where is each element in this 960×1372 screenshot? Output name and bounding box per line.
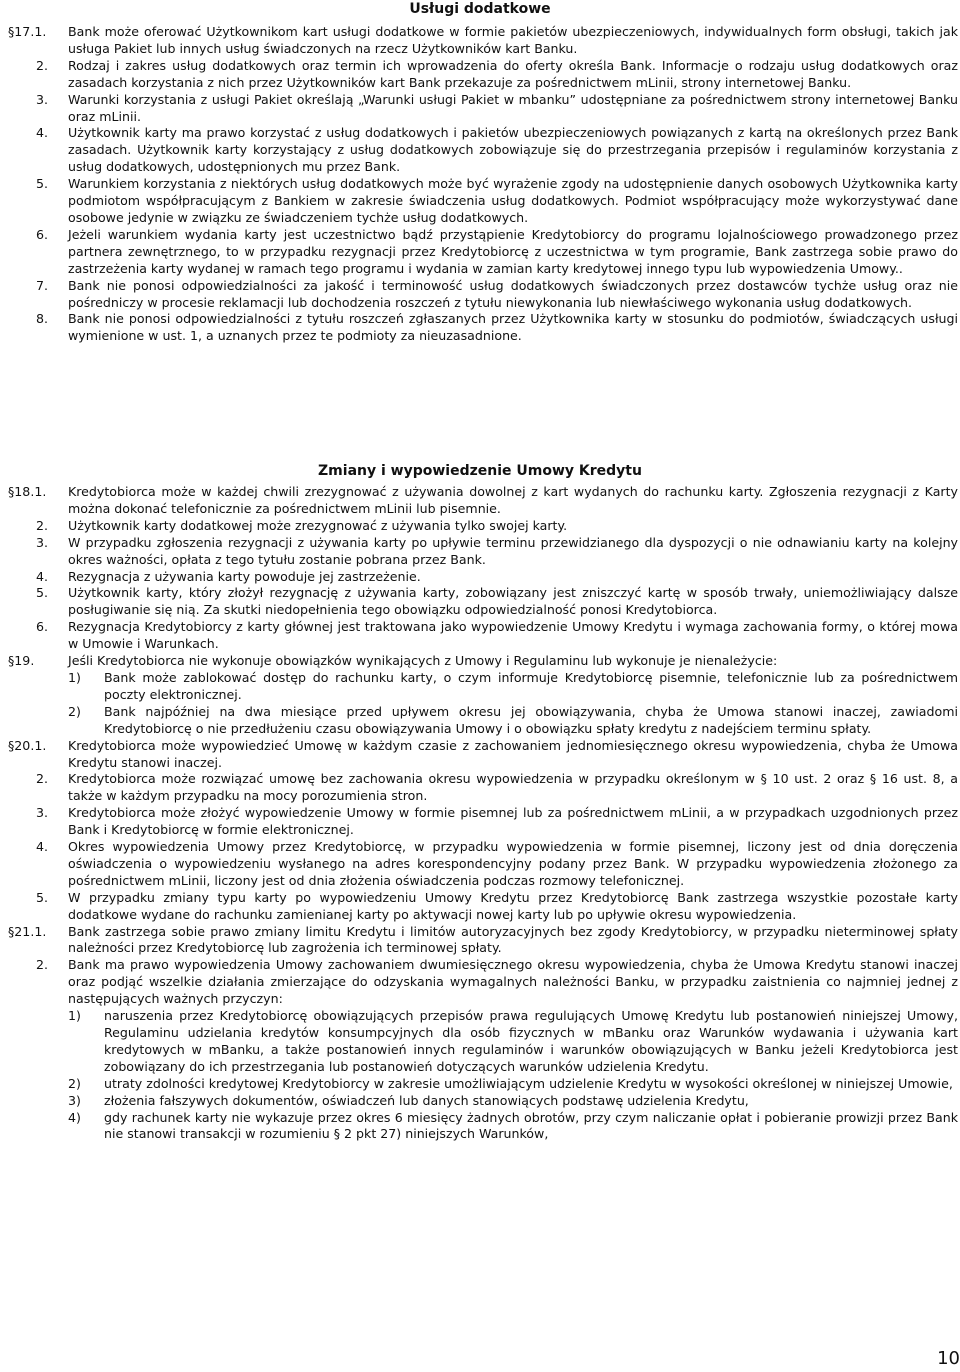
item-number: 5. xyxy=(36,585,49,601)
sub-item-number: 2) xyxy=(68,1075,81,1091)
sub-item xyxy=(0,704,960,738)
sub-item xyxy=(0,670,960,704)
item-text: Okres wypowiedzenia Umowy przez Kredytobiorcę, w przypadku wypowiedzenia w formie pisemnej, liczony jest od dnia doręczenia oświadczenia o wypowiedzeniu wysłanego na adres korespondencyjny podany przez Bank. W przypadku wypowiedzenia złożonego za pośrednictwem mLinii, liczony jest od dnia złożenia oświadczenia podczas rozmowy telefonicznej. xyxy=(68,839,958,888)
list-item xyxy=(0,569,960,586)
list-item xyxy=(0,227,960,278)
list-item xyxy=(0,535,960,569)
item-text: Bank ma prawo wypowiedzenia Umowy zachowaniem dwumiesięcznego okresu wypowiedzenia, chyba że Umowa Kredytu stanowi inaczej oraz podjąć wszelkie działania zmierzające do odzyskania wymagalnych należności Banku, w przypadku zaistnienia co najmniej jednej z następujących ważnych przyczyn: xyxy=(68,957,958,1007)
item-number: 2. xyxy=(36,957,49,973)
item-number: 5. xyxy=(36,176,49,192)
list-item xyxy=(0,278,960,312)
sub-item xyxy=(0,1110,960,1144)
item-number: 4. xyxy=(36,839,49,855)
item-text: W przypadku zmiany typu karty po wypowiedzeniu Umowy Kredytu przez Kredytobiorcę Bank zastrzega wszystkie pozostałe karty dodatkowe wydane do rachunku zamienianej karty po aktywacji nowej karty lub po upływie okresu wypowiedzenia. xyxy=(68,889,958,922)
item-number: 3. xyxy=(36,534,49,550)
list-item xyxy=(0,585,960,619)
item-number: 8. xyxy=(36,311,49,327)
item-number: 4. xyxy=(36,125,49,141)
item-text: Rezygnacja z używania karty powoduje jej zastrzeżenie. xyxy=(68,568,421,584)
sub-item xyxy=(0,1076,960,1093)
item-text: Bank zastrzega sobie prawo zmiany limitu Kredytu i limitów autoryzacyjnych bez zgody Kredytobiorcy, w przypadku nieterminowej spłaty należności przez Kredytobiorcę lub zagrożenia ich terminowej spłaty. xyxy=(68,923,958,956)
list-item xyxy=(0,176,960,227)
item-number: 7. xyxy=(36,277,49,293)
list-item xyxy=(0,24,960,58)
list-item xyxy=(0,619,960,653)
item-number: 4. xyxy=(36,568,49,584)
list-item xyxy=(0,924,960,958)
section-zmiany-wypowiedzenie xyxy=(0,462,960,1143)
item-number: 6. xyxy=(36,226,49,242)
item-text: Jeśli Kredytobiorca nie wykonuje obowiązków wynikających z Umowy i Regulaminu lub wykonuje je nienależycie: xyxy=(68,653,778,669)
item-text: Użytkownik karty ma prawo korzystać z usług dodatkowych i pakietów ubezpieczeniowych powiązanych z kartą na określonych przez Bank zasadach. Użytkownik karty korzystający z usług dodatkowych zobowiązuje się do przestrzegania przepisów i regulaminów korzystania z usług dodatkowych, udostępnionych mu przez Bank. xyxy=(68,125,958,175)
item-text: Warunki korzystania z usługi Pakiet określają „Warunki usługi Pakiet w mbanku” udostępniane za pośrednictwem strony internetowej Banku oraz mLinii. xyxy=(68,91,958,124)
list-item xyxy=(0,839,960,890)
section-items xyxy=(0,484,960,1143)
list-item xyxy=(0,58,960,92)
section-uslugi-dodatkowe xyxy=(0,0,960,345)
item-number: 2. xyxy=(36,771,49,787)
list-item xyxy=(0,805,960,839)
sub-item xyxy=(0,1093,960,1110)
sub-item-text: Bank najpóźniej na dwa miesiące przed upływem okresu jej obowiązywania, chyba że Umowa stanowi inaczej, zawiadomi Kredytobiorcę o nie przedłużeniu czasu obowiązywania Umowy i o obowiązku spłaty kredytu z nadejściem terminu spłaty. xyxy=(104,703,958,736)
item-text: Bank nie ponosi odpowiedzialności z tytułu roszczeń zgłaszanych przez Użytkownika karty w stosunku do podmiotów, świadczących usługi wymienione w ust. 1, a uznanych przez te podmioty za nieuzasadnione. xyxy=(68,311,958,344)
list-item xyxy=(0,738,960,772)
section-title: Zmiany i wypowiedzenie Umowy Kredytu xyxy=(318,463,642,479)
item-number: 6. xyxy=(36,619,49,635)
item-text: W przypadku zgłoszenia rezygnacji z używania karty po upływie terminu przewidzianego dla dyspozycji o nie odnawianiu karty na kolejny okres ważności, opłata z tego tytułu zostanie pobrana przez Bank. xyxy=(68,534,958,567)
item-text: Kredytobiorca może rozwiązać umowę bez zachowania okresu wypowiedzenia w przypadku określonym w § 10 ust. 2 oraz § 16 ust. 8, a także w każdym przypadku na mocy porozumienia stron. xyxy=(68,771,958,804)
item-number: 5. xyxy=(36,889,49,905)
list-item xyxy=(0,653,960,670)
item-number: 3. xyxy=(36,805,49,821)
item-text: Rezygnacja Kredytobiorcy z karty głównej jest traktowana jako wypowiedzenie Umowy Kredytu i wymaga zachowania formy, o której mowa w Umowie i Warunkach. xyxy=(68,619,958,652)
item-text: Bank może oferować Użytkownikom kart usługi dodatkowe w formie pakietów ubezpieczeniowych, indywidualnych form obsługi, takich jak usługa Pakiet lub innych usług świadczonych na rzecz Użytkowników kart Banku. xyxy=(68,24,958,56)
sub-item-number: 4) xyxy=(68,1109,81,1125)
list-item xyxy=(0,92,960,126)
item-text: Bank nie ponosi odpowiedzialności za jakość i terminowość usług dodatkowych świadczonych przez dostawców tychże usług oraz nie pośredniczy w procesie reklamacji lub dochodzenia roszczeń z tytułu niewykonania lub niewłaściwego wykonania usług dodatkowych. xyxy=(68,277,958,310)
sub-item-number: 2) xyxy=(68,703,81,719)
sub-item-text: utraty zdolności kredytowej Kredytobiorcy w zakresie umożliwiającym udzielenie Kredytu w wysokości określonej w niniejszej Umowie, xyxy=(104,1075,953,1091)
sub-item-text: gdy rachunek karty nie wykazuje przez okres 6 miesięcy żadnych obrotów, przy czym naliczanie opłat i pobieranie prowizji przez Bank nie stanowi transakcji w rozumieniu § 2 pkt 27) niniejszych Warunków, xyxy=(104,1109,958,1142)
list-item xyxy=(0,518,960,535)
sub-item-text: naruszenia przez Kredytobiorcę obowiązujących przepisów prawa regulujących Umowę Kredytu lub postanowień niniejszej Umowy, Regulaminu udzielania kredytów konsumpcyjnych dla osób fizycznych w mBanku oraz Warunków wydawania i używania kart kredytowych w mBanku, a także postanowień innych regulaminów i warunków obowiązujących w Banku jeżeli Kredytobiorca jest zobowiązany do ich przestrzegania lub postanowień dotyczących warunków udzielenia Kredytu. xyxy=(104,1008,958,1074)
list-item xyxy=(0,125,960,176)
item-number: §18.1. xyxy=(8,484,47,499)
item-text: Jeżeli warunkiem wydania karty jest uczestnictwo bądź przystąpienie Kredytobiorcy do programu lojalnościowego prowadzonego przez partnera zewnętrznego, to w przypadku rezygnacji przez Kredytobiorcę z uczestnictwa w tym programie, Bank zastrzega sobie prawo do zastrzeżenia karty wydanej w ramach tego programu i wydania w zamian karty kredytowej innego typu lub wypowiedzenia Umowy.. xyxy=(68,226,958,276)
page-number: 10 xyxy=(937,1348,960,1369)
item-text: Kredytobiorca może wypowiedzieć Umowę w każdym czasie z zachowaniem jednomiesięcznego okresu wypowiedzenia, chyba że Umowa Kredytu stanowi inaczej. xyxy=(68,737,958,770)
sub-item-text: Bank może zablokować dostęp do rachunku karty, o czym informuje Kredytobiorcę pisemnie, telefonicznie lub za pośrednictwem poczty elektronicznej. xyxy=(104,669,958,702)
sub-item-number: 3) xyxy=(68,1092,81,1108)
sub-item-number: 1) xyxy=(68,669,81,685)
item-number: §17.1. xyxy=(8,24,47,39)
item-number: 3. xyxy=(36,91,49,107)
item-number: 2. xyxy=(36,57,49,73)
item-text: Użytkownik karty dodatkowej może zrezygnować z używania tylko swojej karty. xyxy=(68,517,568,533)
section-items xyxy=(0,24,960,345)
sub-item-text: złożenia fałszywych dokumentów, oświadczeń lub danych stanowiących podstawę udzielenia Kredytu, xyxy=(104,1092,749,1108)
item-number: 2. xyxy=(36,517,49,533)
item-text: Rodzaj i zakres usług dodatkowych oraz termin ich wprowadzenia do oferty określa Bank. Informacje o rodzaju usług dodatkowych oraz zasadach korzystania z nich przez Użytkowników kart Bank przekazuje za pośrednictwem mLinii, strony internetowej Banku. xyxy=(68,57,958,90)
list-item xyxy=(0,771,960,805)
section-title: Usługi dodatkowe xyxy=(409,1,551,17)
list-item xyxy=(0,890,960,924)
item-text: Kredytobiorca może w każdej chwili zrezygnować z używania dowolnej z kart wydanych do rachunku karty. Zgłoszenia rezygnacji z Karty można dokonać telefonicznie za pośrednictwem mLinii lub pisemnie. xyxy=(68,484,958,516)
item-text: Użytkownik karty, który złożył rezygnację z używania karty, zobowiązany jest zniszczyć kartę w sposób trwały, uniemożliwiający dalsze posługiwanie się nią. Za skutki niedopełnienia tego obowiązku odpowiedzialność ponosi Kredytobiorca. xyxy=(68,585,958,618)
item-text: Warunkiem korzystania z niektórych usług dodatkowych może być wyrażenie zgody na udostępnienie danych osobowych Użytkownika karty podmiotom współpracującym z Bankiem w zakresie świadczenia usług dodatkowych. Podmiot współpracujący może wykorzystywać dane osobowe jedynie w związku ze świadczeniem tychże usług dodatkowych. xyxy=(68,176,958,225)
item-number: §19. xyxy=(8,653,35,669)
list-item xyxy=(0,311,960,345)
item-number: §20.1. xyxy=(8,737,47,753)
sub-item xyxy=(0,1008,960,1076)
item-text: Kredytobiorca może złożyć wypowiedzenie Umowy w formie pisemnej lub za pośrednictwem mLinii, a w przypadkach uzgodnionych przez Bank i Kredytobiorcę w formie elektronicznej. xyxy=(68,805,958,838)
sub-item-number: 1) xyxy=(68,1008,81,1024)
list-item xyxy=(0,957,960,1008)
list-item xyxy=(0,484,960,518)
item-number: §21.1. xyxy=(8,923,47,939)
